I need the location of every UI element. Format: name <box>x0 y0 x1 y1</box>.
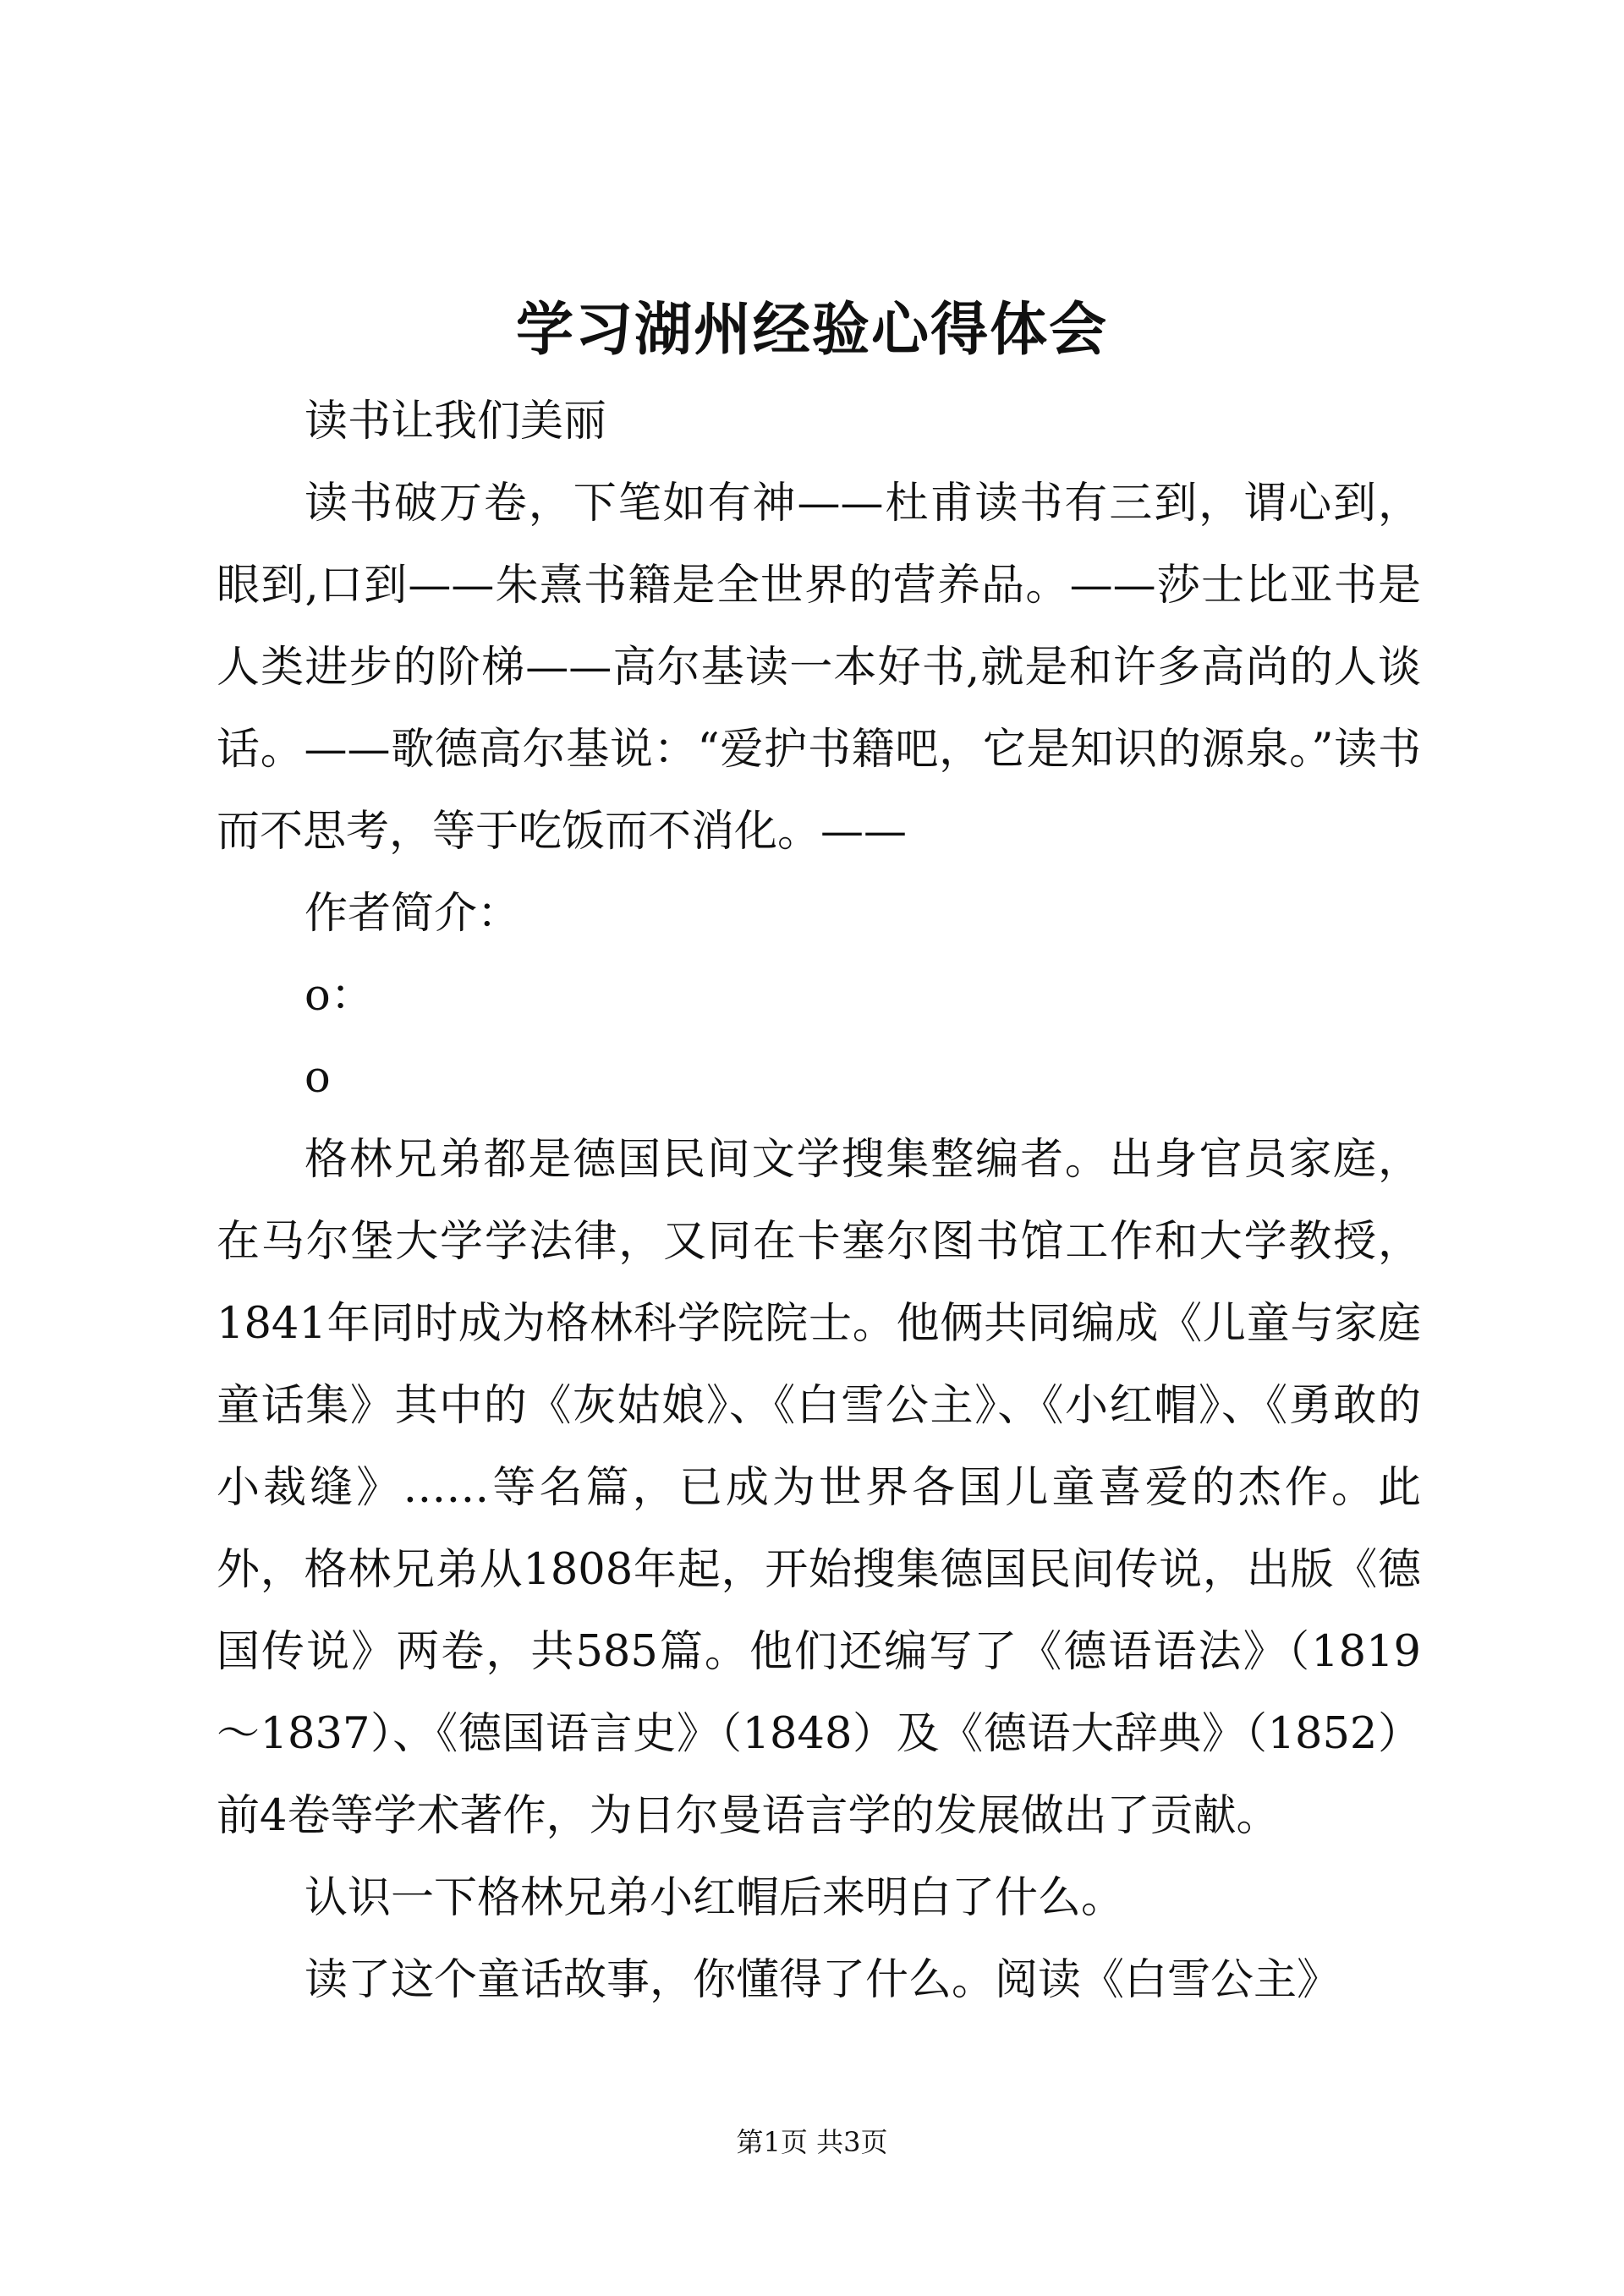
document-title: 学习湖州经验心得体会 <box>515 296 1108 364</box>
paragraph: 认识一下格林兄弟小红帽后来明白了什么。 <box>304 1873 1125 1923</box>
paragraph: o <box>304 1053 331 1103</box>
page-number-footer: 第1页 共3页 <box>736 2126 888 2158</box>
paragraph: 读了这个童话故事，你懂得了什么。阅读《白雪公主》 <box>304 1955 1341 2005</box>
paragraph: 格林兄弟都是德国民间文学搜集整编者。出身官员家庭，在马尔堡大学学法律，又同在卡塞尔图书馆工作和大学教授，1841年同时成为格林科学院院士。他俩共同编成《儿童与家庭童话集》其中的《灰姑娘》、《白雪公主》、《小红帽》、《勇敢的小裁缝》……等名篇，已成为世界各国儿童喜爱的杰作。此外，格林兄弟从1808年起，开始搜集德国民间传说，出版《德国传说》两卷，共585篇。他们还编写了《德语语法》（1819～1837）、《德国语言史》（1848）及《德语大辞典》（1852）前4卷等学术著作，为日尔曼语言学的发展做出了贡献。 <box>217 1135 1421 1841</box>
paragraph: 作者简介： <box>304 889 521 939</box>
paragraph: 读书让我们美丽 <box>304 397 607 447</box>
paragraph: 读书破万卷，下笔如有神——杜甫读书有三到，谓心到，眼到,口到——朱熹书籍是全世界的营养品。——莎士比亚书是人类进步的阶梯——高尔基读一本好书,就是和许多高尚的人谈话。——歌德高尔基说：“爱护书籍吧，它是知识的源泉。”读书而不思考，等于吃饭而不消化。—— <box>217 479 1421 857</box>
document-body <box>217 381 1421 2021</box>
paragraph: o： <box>304 971 374 1021</box>
